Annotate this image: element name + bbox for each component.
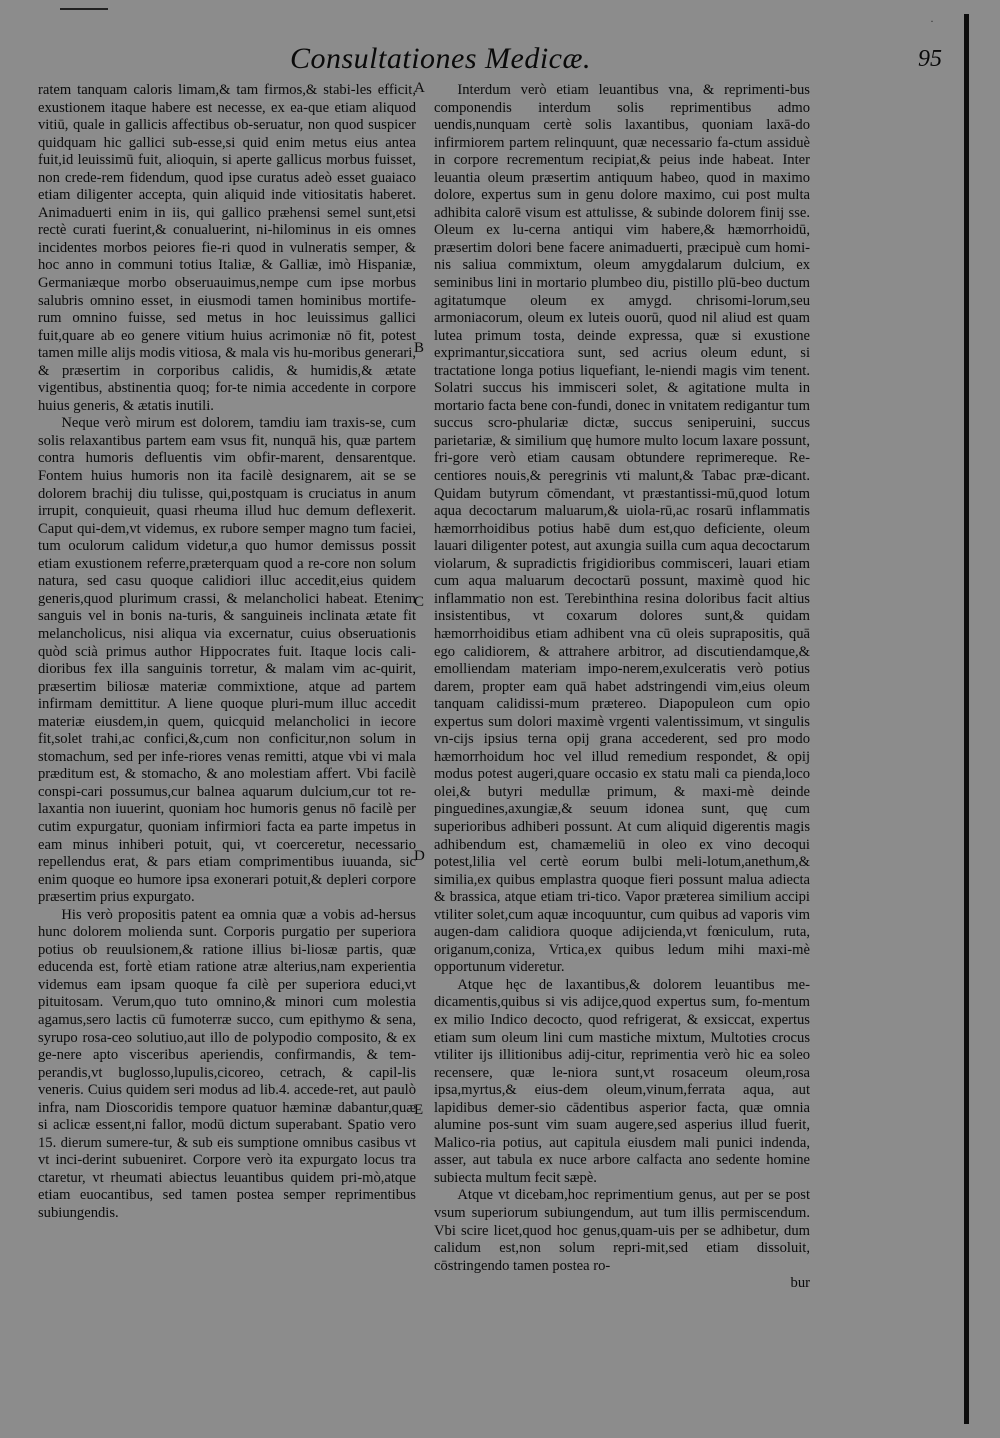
margin-marker-e: E [414, 1102, 424, 1118]
paragraph: Interdum verò etiam leuantibus vna, & reprimenti-bus componendis interdum solis reprimentibus admo uendis,nunquam certè solis laxantibus, quoniam laxā-do infirmiorem partem relinquunt, quæ necessario fa-ctum assiduè in corpore recrementum recipiat,& peius inde habeat. Inter leuantia oleum præsertim antiquum habeo, quod in maximo dolore, expertus sum in genu dolore maximo, cui post multa adhibita calorē visum est attulisse, & subinde dolorem finij sse. Oleum ex lu-cerna antiqui vim habere,& hæmorrhoidū, præsertim dolori bene facere animaduerti, præcipuè cum homi-nis saliua commixtum, oleum amygdalarum dulcium, ex seminibus lini in mortario plumbeo diu, pistillo plū-beo ductum agitatumque oleum ex amygd. chrisomi-lorum,seu armoniacorum, oleum ex luteis ouorū, quod nil aliud est quam lutea primum tosta, deinde expressa, quæ si exustione exprimantur,siccatiora sunt, sed acrius oleum edunt, si tractatione longa potius liquefiant, le-niendi magis vim tenent. Solatri succus his immisceri solet, & agitatione multa in mortario facta bene con-fundi, donec in vnitatem redigantur tum succus scro-phulariæ dictæ, succus seniperuini, succus parietariæ, & similium quę humore multo locum laxare possunt, fri-gore verò etiam causam obtundere reprimereque. Re-centiores nouis,& peregrinis vti malunt,& Tabac præ-dicant. Quidam butyrum cōmendant, vt præstantissi-mū,quod lotum aqua decoctarum maluarum,& uiola-rū,ac rosarū inflammatis hæmorrhoidibus potius habē dum est,quo deficiente, oleum lauari diligenter potest, aut axungia suilla cum aqua decoctarum violarum, & supradictis frigidioribus commisceri, lauari etiam cum aqua maluarum decoctarū possunt, maximè quod hic inflammatio non est. Terebinthina resina doloribus facit altius insistentibus, vt coxarum dolores sunt,& quidam hæmorrhoidibus etiam adhibent vna cū oleis suprapositis, quā ego calidiorem, & attrahere arbitror, ad discutiendamque,& emolliendam materiam impo-nerem,exulceratis verò potius darem, propter eam quā habet adstringendi vim,eius oleum tanquam calidissi-mum prætereo. Diapopuleon cum opio expertus sum dolori maximè vrgenti valentissimum, vt singulis vn-cijs ipsius terna opij grana accederent, sed pro modo hæmorrhoidum hoc vel illud remedium respondet, & opij modus potest augeri,quare occasio ex statu mali ca pienda,loco olei,& butyri medullæ primum, & maxi-mè deinde pinguedines,axungiæ,& seuum idonea sunt, quę cum superioribus adhiberi possunt. At cum aliquid digerentis magis adhibendum est, chamæmeliū in oleo ex vino decoqui potest,lilia vel certè eorum bulbi meli-lotum,anethum,& similia,ex quibus emplastra quoque fieri possunt malua adiecta & brassica, atque etiam tri-tico. Vapor præterea similium accipi vtiliter solet,cum aquæ incoquuntur, cum quibus ad vaporis vim augen-dam calidiora quoque adijcienda,vt fœniculum, ruta, origanum,coniza, Vrtica,ex quibus ledum mihi maxi-mè opportunum videretur. [434, 82, 810, 976]
page-header [0, 42, 960, 82]
margin-marker-d: D [414, 848, 425, 864]
page-number: 95 [918, 46, 942, 72]
margin-marker-b: B [414, 340, 425, 356]
left-column [38, 82, 416, 1223]
margin-marker-a: A [414, 80, 425, 96]
paragraph: His verò propositis patent ea omnia quæ a vobis ad-hersus hunc dolorem molienda sunt. Corporis purgatio per superiora potius ob reuulsionem,& ratione illius bi-liosæ partis, quæ educenda est, fortè etiam ratione atræ alterius,nam experientia videmus eam ipsam quoque fa cilè per superiora educi,vt pituitosam. Verum,quo tuto omnino,& minori cum molestia agamus,sero lactis cū fumoterræ succo, cum epithymo & sena, syrupo rosa-ceo solutiuo,aut illo de polypodio composito, & ex ge-nere apto visceribus aperiendis, confirmandis, & tem-perandis,vt buglosso,lupulis,cicoreo, cetrach, & capil-lis veneris. Cuius quidem seri modus ad lib.4. accede-ret, aut paulò infra, nam Dioscoridis tempore quatuor hæminæ dabantur,quæ si aclicæ essent,ni fallor, modū dictum superabant. Spatio vero 15. dierum sumere-tur, & sub eis sumptione omnibus casibus vt vt inci-derint subueniret. Corpore verò ita expurgato locus tra ctaretur, vt rheumati abiectus leuantibus quidem pri-mò,atque etiam euocantibus, sed tamen postea semper reprimentibus subiungendis. [38, 906, 416, 1221]
corner-mark: · [930, 14, 934, 28]
running-title: Consultationes Medicæ. [290, 42, 591, 75]
paragraph: ratem tanquam caloris limam,& tam firmos,& stabi-les efficit, exustionem itaque habere est necesse, ex ea-que etiam aliquod vitiū, quale in gallicis affectibus ob-seruatur, non quod suspicer quidquam hic gallici sub-esse,si quid enim metus eius antea fuit,id leuissimū fuit, alioquin, si aperte gallicus morbus fuisset, non crede-rem fidendum, quod ipse curatus adeò esset guaiaco etiam diligenter accepta, quin aliquid inde vitiositatis haberet. Animaduerti enim in iis, qui gallico præhensi semel sunt,etsi rectè curati fuerint,& conualuerint, ni-hilominus in eis omnes incidentes morbos peiores fie-ri quod in vulneratis semper, & hoc anno in communi totius Italiæ, & Galliæ, imò Hispaniæ, Germaniæque morbo obseruauimus,nempe cum ipse morbus salubris omnino esset, in eiusmodi tamen hominibus mortife-rum omnino fuisse, sed metus in hoc leuissimus gallici fuit,quare ab eo genere vitium huius acrimoniæ nō fit, potest tamen mille alijs modis vitiosa, & mala vis hu-moribus generari, & præsertim in corporibus calidis, & humidis,& ætate vigentibus, abstinentia quoq; for-te nimia accedente in corpore huius generis, & ætatis inutili. [38, 82, 416, 414]
right-column [434, 82, 810, 1293]
paragraph: Neque verò mirum est dolorem, tamdiu iam traxis-se, cum solis relaxantibus partem eam vsus fit, nunquā his, quæ partem contra humoris defluentis vim obfir-marent, densarentque. Fontem huius humoris non ita facilè designarem, ait se se dolorem brachij diu tulisse, qui,postquam is cruciatus in anum irrupit, conquieuit, quasi rheuma illud huc demum deflexerit. Caput qui-dem,vt videmus, ex rubore semper magno tum faciei, tum oculorum calidum videtur,a quo humor demissus possit etiam exustionem referre,præterquam quod a re-core non solum natura, sed casu quoque calidiori illuc accedit,eius quidem generis,quod plurimum crassi, & melancholici habeat. Etenim sanguis vel in bonis na-turis, & sanguineis inclinata ætate fit melancholicus, nisi aliqua via excernatur, cuius obseruationis quòd scià primus author Hippocrates fuit. Itaque locis cali-dioribus fex illa sanguinis torretur, & malam vim ac-quirit, præsertim biliosæ materiæ commixtione, atque ad partem infirmam demittitur. A liene quoque pluri-mum illuc accedit materiæ eiusdem,in quem, quicquid melancholici in iecore fit,solet trahi,ac confici,&,cum non conficitur,non solum in stomachum, sed per infe-riores venas remitti, atque vbi vi mala præditum est, & stomacho, & ano molestiam affert. Vbi facilè conspi-cari possumus,cur balnea aquarum dulcium,cur tot re-laxantia non iuuerint, quoniam hoc humoris genus nō facilè per cutim expurgatur, quoniam infirmiori facta ea parte impetus in eam minus inhiberi potuit, qui, vt coerceretur, necessario repellendus erat, & pars etiam comprimentibus iuuanda, sic enim quoque eo humore ipsa exonerari potuit,& depleri corpore præsertim prius expurgato. [38, 415, 416, 906]
paragraph: Atque hęc de laxantibus,& dolorem leuantibus me-dicamentis,quibus si vis adijce,quod expertus sum, fo-mentum ex milio Indico decocto, quod refrigerat, & exsiccat, expertus etiam sum oleum lini cum mastiche mixtum, Multoties crocus vtiliter ijs illitionibus adij-citur, reprimentia verò hic ea soleo recensere, quæ le-niora sunt,vt rosaceum oleum,rosa ipsa,myrtus,& eius-dem oleum,vinum,ferrata aqua, aut lapidibus demer-sio cādentibus asperior facta, quæ omnia alumine pos-sunt vim suam augere,sed asperius illud fuerit, Malico-ria potius, aut capitula eiusdem mali punici indenda, asser, aut tabula ex nuce arbore calfacta ano sedente homine subiecta multum fecit sæpè. [434, 976, 810, 1186]
catchword: bur [790, 1275, 810, 1292]
top-rule [60, 8, 108, 10]
page-edge-shadow [964, 14, 969, 1424]
paragraph: Atque vt dicebam,hoc reprimentium genus, aut per se post vsum superiorum subiungendum, aut tum illis permiscendum. Vbi scire licet,quod hoc genus,quam-uis per se adhibetur, dum calidum est,non solum repri-mit,sed etiam dissoluit, cōstringendo tamen postea ro- [434, 1187, 810, 1274]
margin-marker-c: C [414, 594, 425, 610]
